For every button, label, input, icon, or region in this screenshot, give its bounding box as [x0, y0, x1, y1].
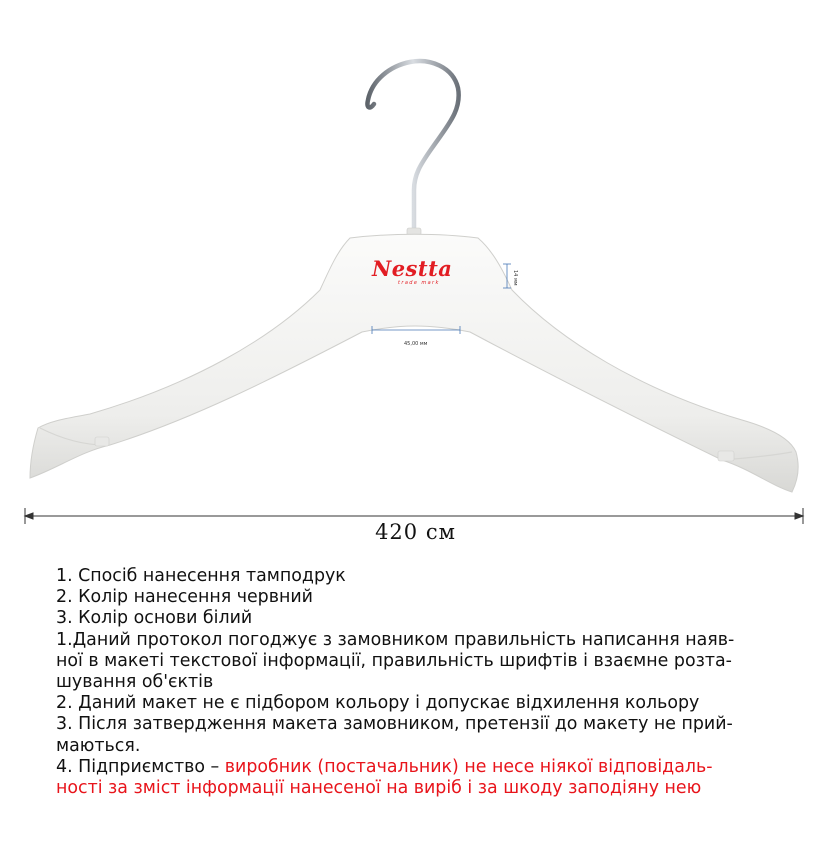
logo-wordmark: Nestta — [372, 256, 453, 281]
note-line: маються. — [56, 735, 141, 756]
note-line: 3. Колір основи білий — [56, 608, 253, 629]
note-line: 3. Після затвердження макета замовником, претензії до макету не прий- — [56, 714, 733, 735]
note-prefix: 4. Підприємство – — [56, 756, 225, 777]
note-line: ної в макеті текстової інформації, правильність шрифтів і взаємне розта- — [56, 650, 732, 671]
note-line: 2. Даний макет не є підбором кольору і допускає відхилення кольору — [56, 693, 700, 714]
note-line — [56, 757, 796, 778]
brand-logo — [372, 256, 467, 296]
note-line: шування об'єктів — [56, 672, 214, 693]
note-line: 2. Колір нанесення червний — [56, 587, 313, 608]
disclaimer-text: ності за зміст інформації нанесеної на виріб і за шкоду заподіяну нею — [56, 778, 702, 799]
notes-block — [56, 566, 796, 799]
logo-width-label: 45,00 мм — [404, 341, 428, 347]
logo-height-label: 14 мм — [512, 270, 518, 286]
note-line: 1. Спосіб нанесення тамподрук — [56, 566, 346, 586]
note-line: 1.Даний протокол погоджує з замовником правильність написання наяв- — [56, 629, 735, 650]
logo-subtitle: trade mark — [398, 280, 440, 286]
hanger-hook — [367, 61, 458, 238]
disclaimer-text: виробник (постачальник) не несе ніякої відповідаль- — [224, 756, 713, 777]
hanger-width-label: 420 см — [375, 520, 456, 544]
